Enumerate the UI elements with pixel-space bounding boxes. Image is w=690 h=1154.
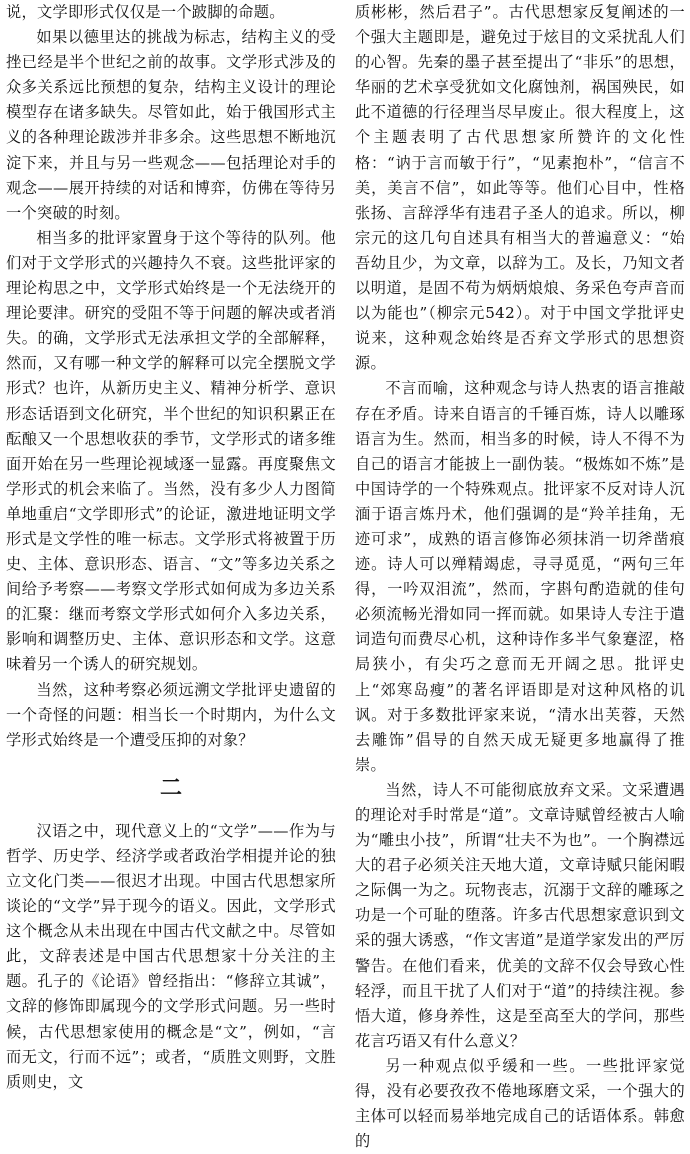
paragraph: 如果以德里达的挑战为标志，结构主义的受挫已经是半个世纪之前的故事。文学形式涉及的众多关系远比预想的复杂，结构主义设计的理论模型存在诸多缺失。尽管如此，始于俄国形式主义的各种理论跋涉并非多余。这些思想不断地沉淀下来，并且与另一些观念——包括理论对手的观念——展开持续的对话和博弈，仿佛在等待另一个突破的时刻。: [6, 28, 336, 222]
right-column: [355, 0, 685, 1151]
paragraph-continued: 质彬彬，然后君子”。古代思想家反复阐述的一个强大主题即是，避免过于炫目的文采扰乱人们的心智。先秦的墨子甚至提出了“非乐”的思想，华丽的艺术享受犹如文化腐蚀剂，祸国殃民，如此不道德的行径理当尽早废止。很大程度上，这个主题表明了古代思想家所赞许的文化性格：“讷于言而敏于行”，“见素抱朴”，“信言不美，美言不信”，如此等等。他们心目中，性格张扬、言辞浮华有违君子圣人的追求。所以，柳宗元的这几句自述具有相当大的普遍意义：“始吾幼且少，为文章，以辞为工。及长，乃知文者以明道，是固不苟为炳炳烺烺、务采色夸声音而以为能也”（柳宗元542）。对于中国文学批评史说来，这种观念始终是否弃文学形式的思想资源。: [355, 3, 685, 373]
paragraph: 当然，诗人不可能彻底放弃文采。文采遭遇的理论对手时常是“道”。文章诗赋曾经被古人喻为“雕虫小技”，所谓“壮夫不为也”。一个胸襟远大的君子必须关注天地大道，文章诗赋只能闲暇之际偶一为之。玩物丧志，沉溺于文辞的雕琢之功是一个可耻的堕落。许多古代思想家意识到文采的强大诱惑，“作文害道”是道学家发出的严厉警告。在他们看来，优美的文辞不仅会导致心性轻浮，而且干扰了人们对于“道”的持续注视。参悟大道，修身养性，这是至高至大的学问，那些花言巧语又有什么意义？: [355, 780, 685, 1050]
paragraph: 另一种观点似乎缓和一些。一些批评家觉得，没有必要孜孜不倦地琢磨文采，一个强大的主体可以轻而易举地完成自己的话语体系。韩愈的: [355, 1056, 685, 1151]
paragraph: 不言而喻，这种观念与诗人热衷的语言推敲存在矛盾。诗来自语言的千锤百炼，诗人以雕琢语言为生。然而，相当多的时候，诗人不得不为自己的语言才能披上一副伪装。“极炼如不炼”是中国诗学的一个特殊观点。批评家不反对诗人沉湎于语言炼丹术，他们强调的是“羚羊挂角，无迹可求”，成熟的语言修饰必须抹消一切斧凿痕迹。诗人可以殚精竭虑，寻寻觅觅，“两句三年得，一吟双泪流”，然而，字斟句酌造就的佳句必须流畅光滑如同一挥而就。如果诗人专注于遣词造句而费尽心机，这种诗作多半气象蹇涩，格局狭小，有尖巧之意而无开阔之思。批评史上“郊寒岛瘦”的著名评语即是对这种风格的讥讽。对于多数批评家来说，“清水出芙蓉，天然去雕饰”倡导的自然天成无疑更多地赢得了推崇。: [355, 379, 685, 774]
left-column: [6, 0, 336, 1091]
paragraph: 汉语之中，现代意义上的“文学”——作为与哲学、历史学、经济学或者政治学相提并论的独立文化门类——很迟才出现。中国古代思想家所谈论的“文学”异于现今的语义。因此，文学形式这个概念从未出现在中国古代文献之中。尽管如此，文辞表述是中国古代思想家十分关注的主题。孔子的《论语》曾经指出：“修辞立其诚”，文辞的修饰即属现今的文学形式问题。另一些时候，古代思想家使用的概念是“文”，例如，“言而无文，行而不远”；或者，“质胜文则野，文胜质则史，文: [6, 821, 336, 1091]
paragraph: 当然，这种考察必须远溯文学批评史遗留的一个奇怪的问题：相当长一个时期内，为什么文学形式始终是一个遭受压抑的对象？: [6, 680, 336, 749]
paragraph-continued: 说，文学即形式仅仅是一个跛脚的命题。: [6, 3, 285, 21]
section-heading: 二: [159, 775, 182, 801]
paragraph: 相当多的批评家置身于这个等待的队列。他们对于文学形式的兴趣持久不衰。这些批评家的理论构思之中，文学形式始终是一个无法绕开的理论要津。研究的受阻不等于问题的解决或者消失。的确，文学形式无法承担文学的全部解释，然而，又有哪一种文学的解释可以完全摆脱文学形式？也许，从新历史主义、精神分析学、意识形态话语到文化研究，半个世纪的知识积累正在酝酿又一个思想收获的季节，文学形式的诸多维面开始在另一些理论视域逐一显露。再度聚焦文学形式的机会来临了。当然，没有多少人力图简单地重启“文学即形式”的论证，激进地证明文学形式是文学性的唯一标志。文学形式将被置于历史、主体、意识形态、语言、“文”等多边关系之间给予考察——考察文学形式如何成为多边关系的汇聚：继而考察文学形式如何介入多边关系，影响和调整历史、主体、意识形态和文学。这意味着另一个诱人的研究规划。: [6, 228, 336, 674]
